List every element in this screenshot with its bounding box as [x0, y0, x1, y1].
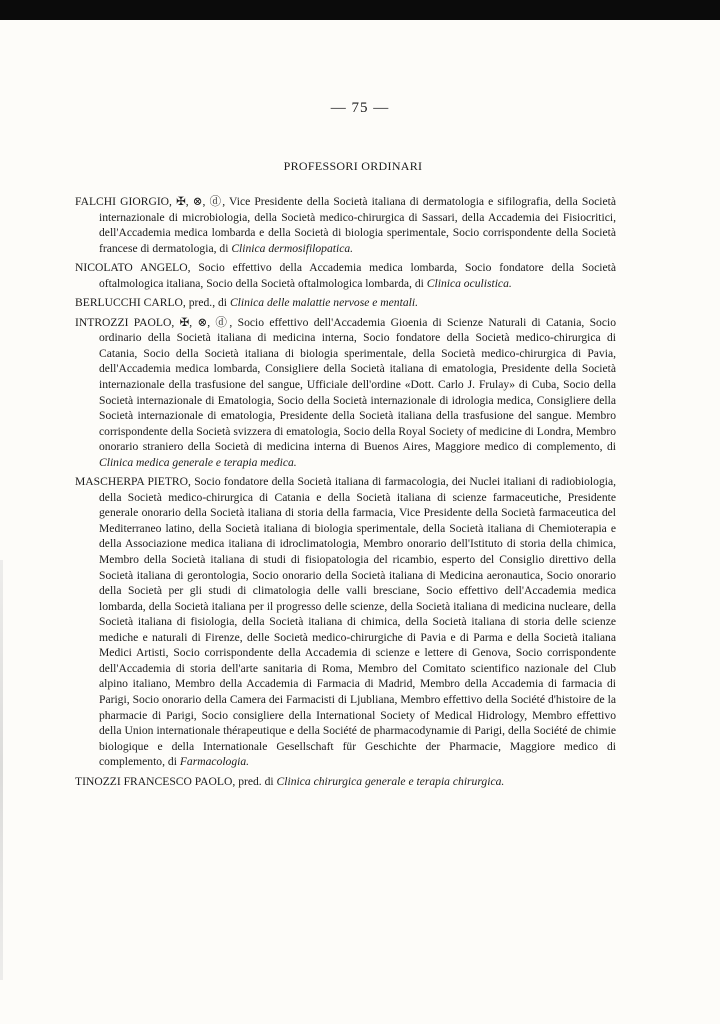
- faculty-entry: [75, 194, 616, 256]
- faculty-list: [75, 194, 616, 793]
- scan-left-edge: [0, 560, 3, 980]
- scan-top-border: [0, 0, 720, 20]
- faculty-entry: [75, 774, 616, 790]
- professor-name: NICOLATO ANGELO,: [75, 261, 191, 275]
- professor-name: FALCHI GIORGIO,: [75, 195, 172, 208]
- page-number: — 75 —: [330, 100, 390, 116]
- chair-title: Clinica dermosifilopatica.: [231, 241, 354, 255]
- professor-description: Socio fondatore della Società italiana di farmacologia, dei Nuclei italiani di radiobiologia, della Società medico-chirurgica di Catania e della Società italiana di scienze farmaceutiche, Presidente generale onorario della Società italiana di storia della farmacia, Vice Presidente della Società farmaceutica del Mediterraneo latino, della Società italiana di biologia sperimentale, della Società italiana di Chemioterapia e della Associazione medica italiana di idroclimatologia, Membro onorario dell'Istituto di storia della chimica, Membro della Società italiana di studi di fisiopatologia del ricambio, esperto del Consiglio direttivo della Società italiana di gerontologia, Socio onorario della Società italiana di Medicina aeronautica, Socio onorario della Società per gli studi di climatologia delle valli bresciane, Socio effettivo dell'Accademia medica lombarda, della Società italiana per il progresso delle scienze, della Società italiana di medicina nucleare, della Società italiana di fisiologia, della Società italiana di chimica, della Società italiana di storia delle scienze mediche e naturali di Firenze, delle Società medico-chirurgiche di Pavia e di Parma e della Società italiana Medici Artisti, Socio corrispondente della Accademia di scienze e lettere di Genova, Socio corrispondente dell'Accademia di storia dell'arte sanitaria di Roma, Membro del Comitato scientifico nazionale del Club alpino italiano, Membro della Accademia di Farmacia di Madrid, Membro della Accademia di farmacia di Parigi, Socio onorario della Camera dei Farmacisti di Ljubliana, Membro effettivo della Société d'histoire de la pharmacie di Parigi, Socio consigliere della International Society of Medical Hidrology, Membro effettivo della Union internationale thérapeutique e della Société de pharmacodynamie di Parigi, della Société de chimie biologique e della Internationale Gesellschaft für Geschichte der Pharmacie, Maggiore medico di complemento, di: [99, 475, 617, 769]
- professor-name: INTROZZI PAOLO,: [75, 315, 175, 329]
- professor-name: MASCHERPA PIETRO,: [75, 475, 191, 489]
- professor-description: ✠, ⊗, ⓓ, Socio effettivo dell'Accademia Gioenia di Scienze Naturali di Catania, Socio ordinario della Società italiana di medicina interna, Socio fondatore della Società medico-chirurgica di Catania, Socio della Società italiana di biologia sperimentale, della Società medico-chirurgica di Pavia, dell'Accademia medica lombarda, Consigliere della Società italiana di ematologia, Presidente della Società internazionale della trasfusione del sangue, Ufficiale dell'ordine «Dott. Carlo J. Frulay» di Cuba, Socio della Società internazionale di Ematologia, Socio della Società internazionale di idrologia medica, Consigliere della Società internazionale di ematologia, Presidente della Società italiana della trasfusione del sangue. Membro corrispondente della Società svizzera di ematologia, Socio della Royal Society of medicine di Londra, Membro onorario straniero della Società di medicina interna di Buenos Aires, Maggiore medico di complemento, di: [99, 315, 616, 454]
- chair-title: Clinica medica generale e terapia medica.: [99, 455, 297, 469]
- professor-description: pred., di: [188, 296, 228, 310]
- professor-name: TINOZZI FRANCESCO PAOLO,: [75, 774, 236, 788]
- faculty-entry: [75, 260, 616, 291]
- faculty-entry: [75, 474, 616, 769]
- chair-title: Clinica delle malattie nervose e mentali.: [229, 296, 418, 310]
- professor-description: pred. di: [238, 774, 274, 788]
- professor-description: Socio effettivo della Accademia medica lombarda, Socio fondatore della Società oftalmologica italiana, Socio della Società oftalmologica lombarda, di: [99, 261, 616, 290]
- professor-name: BERLUCCHI CARLO,: [75, 296, 186, 310]
- professor-description: ✠, ⊗, ⓓ, Vice Presidente della Società italiana di dermatologia e sifilografia, della Società internazionale di microbiologia, della Società medico-chirurgica di Sassari, della Accademia dei Fisiocritici, dell'Accademia medica lombarda e della Società di biologia sperimentale, Socio corrispondente della Società francese di dermatologia, di: [99, 195, 617, 255]
- faculty-entry: [75, 315, 616, 470]
- chair-title: Clinica chirurgica generale e terapia chirurgica.: [276, 774, 505, 788]
- chair-title: Farmacologia.: [179, 755, 250, 769]
- section-title: PROFESSORI ORDINARI: [283, 159, 423, 173]
- faculty-entry: [75, 295, 616, 311]
- chair-title: Clinica oculistica.: [426, 276, 512, 290]
